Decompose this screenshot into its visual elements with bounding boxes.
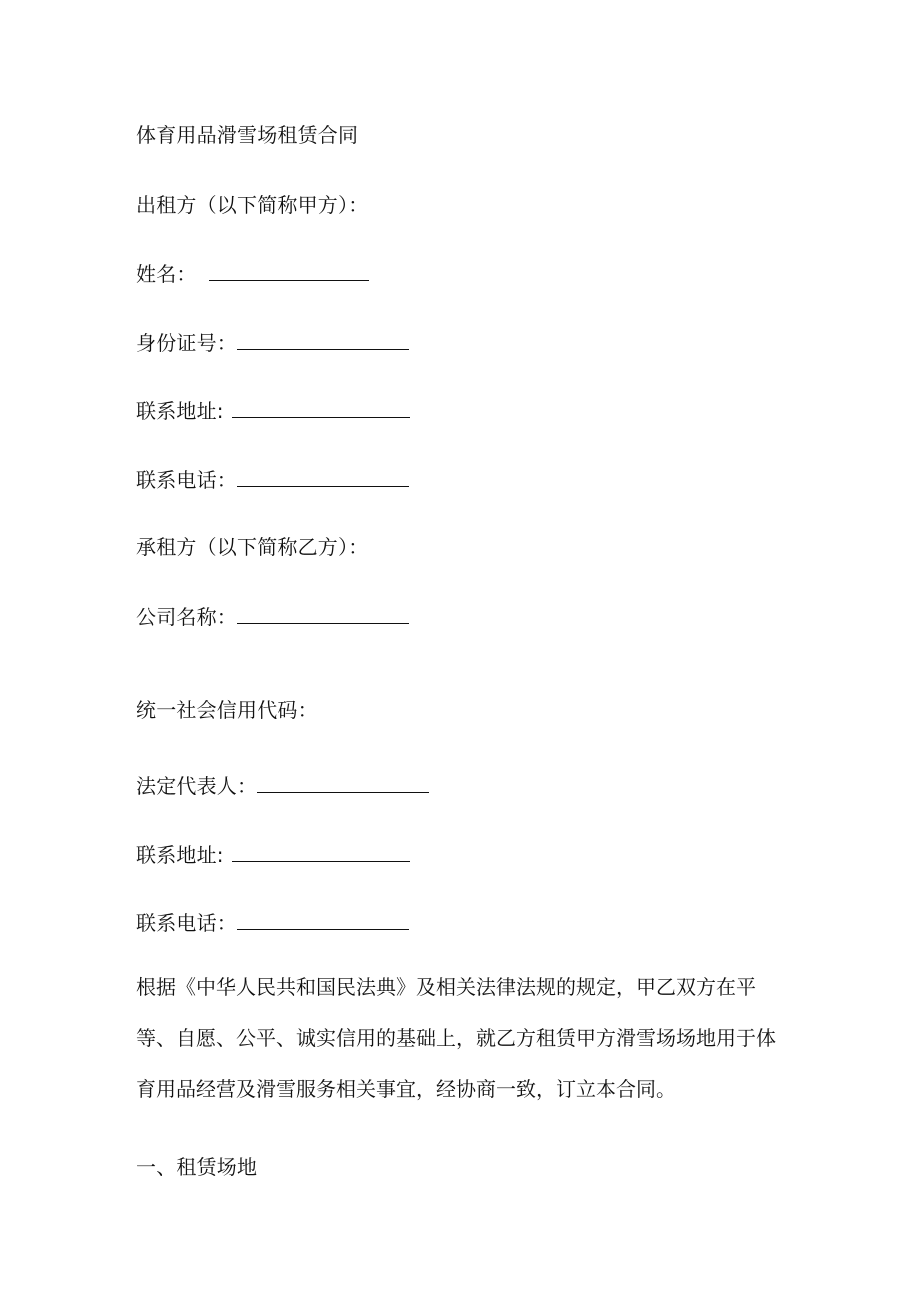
lessee-legal-rep-label: 法定代表人：	[136, 774, 258, 798]
lessee-address-label: 联系地址:	[136, 843, 224, 867]
lessor-name-blank[interactable]	[209, 260, 369, 281]
lessor-phone-blank[interactable]	[237, 466, 409, 487]
lessor-address-blank[interactable]	[232, 397, 410, 418]
lessor-id-row	[136, 329, 409, 356]
lessee-credit-code-label: 统一社会信用代码：	[136, 698, 318, 722]
lessor-id-blank[interactable]	[237, 329, 409, 350]
lessee-address-row	[136, 841, 410, 868]
lessee-company-blank[interactable]	[237, 603, 409, 624]
lessor-phone-label: 联系电话：	[136, 468, 237, 492]
lessee-phone-blank[interactable]	[237, 909, 409, 930]
lessee-heading: 承租方（以下简称乙方）：	[136, 535, 369, 559]
lessor-address-label: 联系地址:	[136, 399, 224, 423]
preamble-line-2: 等、自愿、公平、诚实信用的基础上，就乙方租赁甲方滑雪场场地用于体	[136, 1026, 776, 1050]
document-title: 体育用品滑雪场租赁合同	[136, 123, 359, 147]
lessor-heading: 出租方（以下简称甲方）：	[136, 193, 369, 217]
lessor-phone-row	[136, 466, 409, 493]
lessee-company-row	[136, 603, 409, 630]
lessor-id-label: 身份证号：	[136, 331, 237, 355]
section-1-heading: 一、租赁场地	[136, 1155, 258, 1179]
lessee-credit-code-row	[136, 697, 318, 723]
lessee-company-label: 公司名称：	[136, 605, 237, 629]
lessee-phone-row	[136, 909, 409, 936]
lessor-address-row	[136, 397, 410, 424]
lessee-legal-rep-blank[interactable]	[257, 772, 429, 793]
lessee-legal-rep-row	[136, 772, 429, 799]
preamble-line-1: 根据《中华人民共和国民法典》及相关法律法规的规定，甲乙双方在平	[136, 975, 756, 999]
lessor-name-label: 姓名：	[136, 262, 197, 286]
lessor-name-row	[136, 260, 369, 287]
lessee-address-blank[interactable]	[232, 841, 410, 862]
preamble-line-3: 育用品经营及滑雪服务相关事宜，经协商一致，订立本合同。	[136, 1077, 676, 1101]
lessee-phone-label: 联系电话：	[136, 911, 237, 935]
